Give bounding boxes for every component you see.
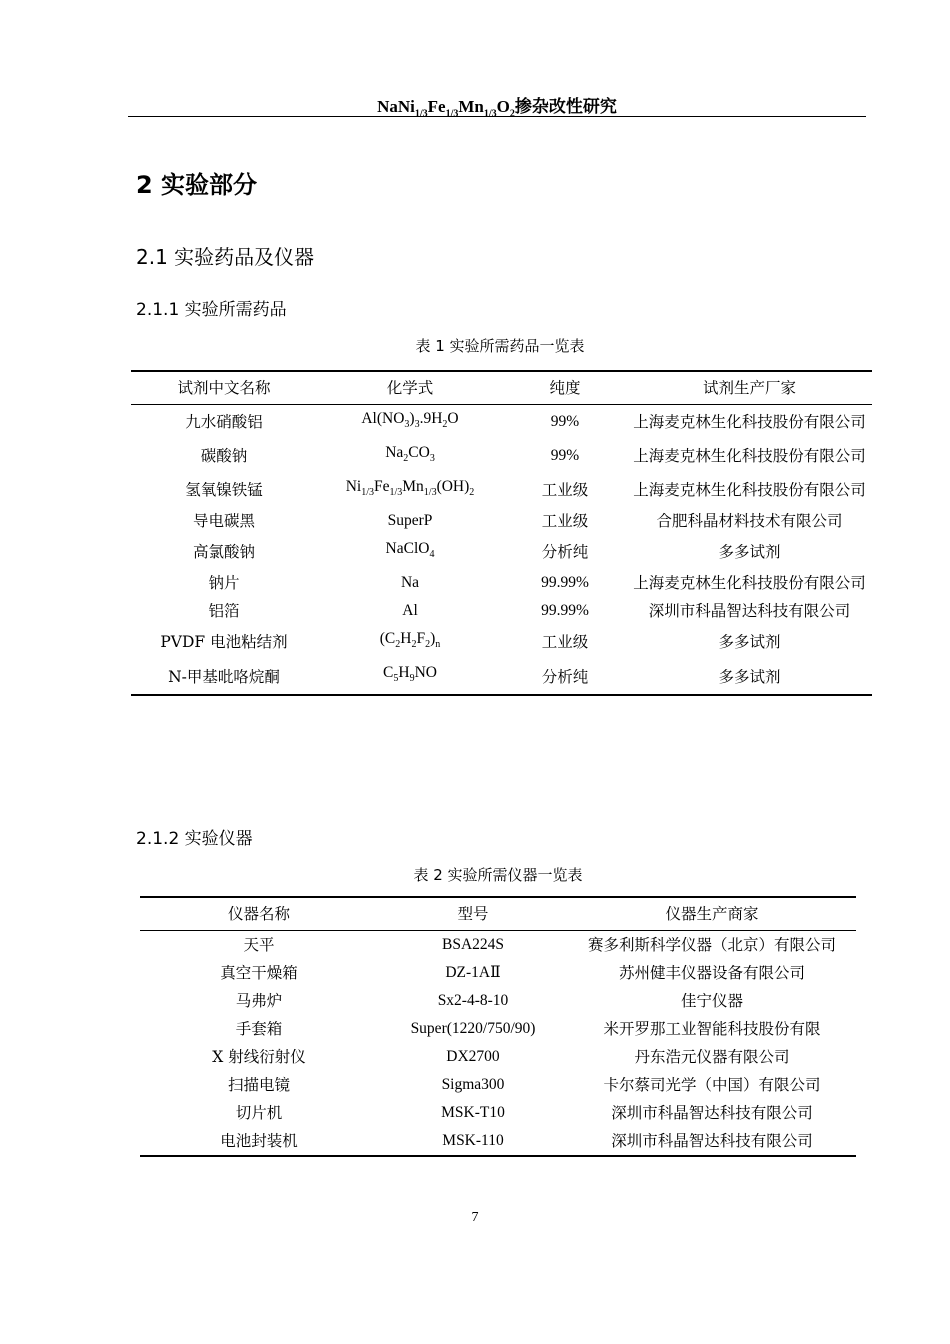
reagent-maker: 深圳市科晶智达科技有限公司 bbox=[648, 602, 851, 621]
table-row bbox=[131, 597, 872, 625]
column-header: 仪器名称 bbox=[227, 905, 290, 923]
reagent-formula: $(C_2H_2F_2)_n$ bbox=[379, 630, 441, 651]
reagent-formula: NaClO$_4$ bbox=[385, 540, 435, 561]
table-row bbox=[131, 625, 872, 659]
reagent-purity: 分析纯 bbox=[541, 543, 589, 562]
table-row bbox=[140, 987, 856, 1015]
reagent-formula: Al bbox=[402, 602, 418, 620]
reagent-purity: 工业级 bbox=[541, 512, 589, 531]
header-rule bbox=[128, 116, 866, 117]
instrument-maker: 深圳市科晶智达科技有限公司 bbox=[611, 1104, 813, 1122]
table-row bbox=[140, 1043, 856, 1071]
section-2-1-1-heading: 2.1.1 实验所需药品 bbox=[136, 300, 287, 320]
reagent-formula: $C_5H_9NO$ bbox=[383, 664, 437, 685]
reagent-formula: $Na_2CO_3$ bbox=[385, 444, 435, 465]
reagent-maker: 合肥科晶材料技术有限公司 bbox=[656, 512, 843, 531]
reagent-maker: 多多试剂 bbox=[718, 543, 781, 562]
column-header: 化学式 bbox=[386, 379, 434, 397]
reagent-maker: 上海麦克林生化科技股份有限公司 bbox=[633, 481, 866, 500]
instrument-maker: 丹东浩元仪器有限公司 bbox=[634, 1048, 790, 1066]
table-row bbox=[140, 1099, 856, 1127]
instrument-maker: 米开罗那工业智能科技股份有限 bbox=[603, 1020, 821, 1038]
column-header: 型号 bbox=[457, 905, 489, 923]
column-header: 纯度 bbox=[549, 379, 581, 397]
reagent-name: PVDF 电池粘结剂 bbox=[160, 633, 288, 652]
instrument-maker: 苏州健丰仪器设备有限公司 bbox=[618, 964, 805, 982]
reagent-formula: $Ni_{1/3}Fe_{1/3}Mn_{1/3}(OH)_2$ bbox=[345, 478, 475, 499]
instrument-model: BSA224S bbox=[441, 936, 505, 953]
reagent-maker: 上海麦克林生化科技股份有限公司 bbox=[633, 574, 866, 593]
reagent-purity: 99% bbox=[550, 413, 580, 431]
instrument-model: Super(1220/750/90) bbox=[410, 1020, 536, 1037]
reagents-table bbox=[131, 370, 872, 696]
instrument-name: 手套箱 bbox=[235, 1020, 283, 1038]
table-row bbox=[140, 1127, 856, 1156]
reagent-name: 导电碳黑 bbox=[192, 512, 255, 531]
instrument-name: 切片机 bbox=[235, 1104, 283, 1122]
instrument-name: X 射线衍射仪 bbox=[212, 1048, 306, 1066]
instrument-model: MSK-110 bbox=[442, 1132, 504, 1149]
reagent-name: 钠片 bbox=[208, 574, 240, 593]
instrument-model: Sigma300 bbox=[441, 1076, 505, 1093]
instrument-maker: 深圳市科晶智达科技有限公司 bbox=[611, 1132, 813, 1150]
reagent-name: 九水硝酸铝 bbox=[185, 413, 263, 432]
reagent-maker: 上海麦克林生化科技股份有限公司 bbox=[633, 447, 866, 466]
column-header: 试剂中文名称 bbox=[177, 379, 271, 397]
instrument-model: MSK-T10 bbox=[441, 1104, 505, 1121]
reagent-purity: 分析纯 bbox=[541, 667, 589, 686]
table-row bbox=[131, 659, 872, 694]
instrument-model: Sx2-4-8-10 bbox=[437, 992, 509, 1009]
reagent-maker: 上海麦克林生化科技股份有限公司 bbox=[633, 413, 866, 432]
column-header: 试剂生产厂家 bbox=[702, 379, 796, 397]
table-row bbox=[140, 1015, 856, 1043]
instrument-model: DX2700 bbox=[446, 1048, 500, 1065]
table2-caption: 表 2 实验所需仪器一览表 bbox=[413, 866, 583, 884]
column-header: 仪器生产商家 bbox=[665, 905, 759, 923]
instrument-maker: 赛多利斯科学仪器（北京）有限公司 bbox=[587, 936, 836, 954]
reagent-name: 高氯酸钠 bbox=[192, 543, 255, 562]
table-row bbox=[140, 1071, 856, 1099]
table-row bbox=[131, 405, 872, 440]
reagent-maker: 多多试剂 bbox=[718, 633, 781, 652]
reagent-name: 铝箔 bbox=[208, 602, 240, 621]
section-2-1-2-heading: 2.1.2 实验仪器 bbox=[136, 829, 253, 849]
reagent-formula: SuperP bbox=[387, 512, 433, 530]
instrument-name: 扫描电镜 bbox=[227, 1076, 290, 1094]
table-row bbox=[131, 535, 872, 569]
reagent-name: N-甲基吡咯烷酮 bbox=[168, 667, 280, 686]
section-2-1-heading: 2.1 实验药品及仪器 bbox=[136, 245, 315, 269]
table-row bbox=[131, 569, 872, 597]
reagent-purity: 工业级 bbox=[541, 633, 589, 652]
reagent-maker: 多多试剂 bbox=[718, 667, 781, 686]
page-number: 7 bbox=[471, 1210, 479, 1225]
instrument-model: DZ-1AⅡ bbox=[445, 964, 501, 981]
table-header-row bbox=[140, 897, 856, 931]
table-header-row bbox=[131, 371, 872, 405]
chapter-title: 2 实验部分 bbox=[136, 171, 258, 199]
instrument-name: 马弗炉 bbox=[235, 992, 283, 1010]
instrument-name: 电池封装机 bbox=[220, 1132, 298, 1150]
reagent-purity: 工业级 bbox=[541, 481, 589, 500]
reagent-purity: 99.99% bbox=[541, 574, 589, 592]
instrument-maker: 卡尔蔡司光学（中国）有限公司 bbox=[603, 1076, 821, 1094]
instruments-table bbox=[140, 896, 856, 1157]
reagent-purity: 99% bbox=[550, 447, 580, 465]
instrument-name: 真空干燥箱 bbox=[220, 964, 298, 982]
table-row bbox=[131, 507, 872, 535]
instrument-maker: 佳宁仪器 bbox=[680, 992, 743, 1010]
reagent-formula: $Al(NO_3)_3.9H_2O$ bbox=[361, 410, 459, 431]
instrument-name: 天平 bbox=[243, 936, 275, 954]
table-row bbox=[140, 959, 856, 987]
reagent-name: 氢氧镍铁锰 bbox=[185, 481, 263, 500]
table-row bbox=[131, 473, 872, 507]
reagent-name: 碳酸钠 bbox=[200, 447, 248, 466]
table-row bbox=[131, 439, 872, 473]
table-row bbox=[140, 931, 856, 960]
table1-caption: 表 1 实验所需药品一览表 bbox=[415, 337, 585, 355]
reagent-purity: 99.99% bbox=[541, 602, 589, 620]
running-header: $NaNi_{1/3}Fe_{1/3}Mn_{1/3}O_2$掺杂改性研究 bbox=[377, 97, 617, 120]
reagent-formula: Na bbox=[400, 574, 420, 592]
